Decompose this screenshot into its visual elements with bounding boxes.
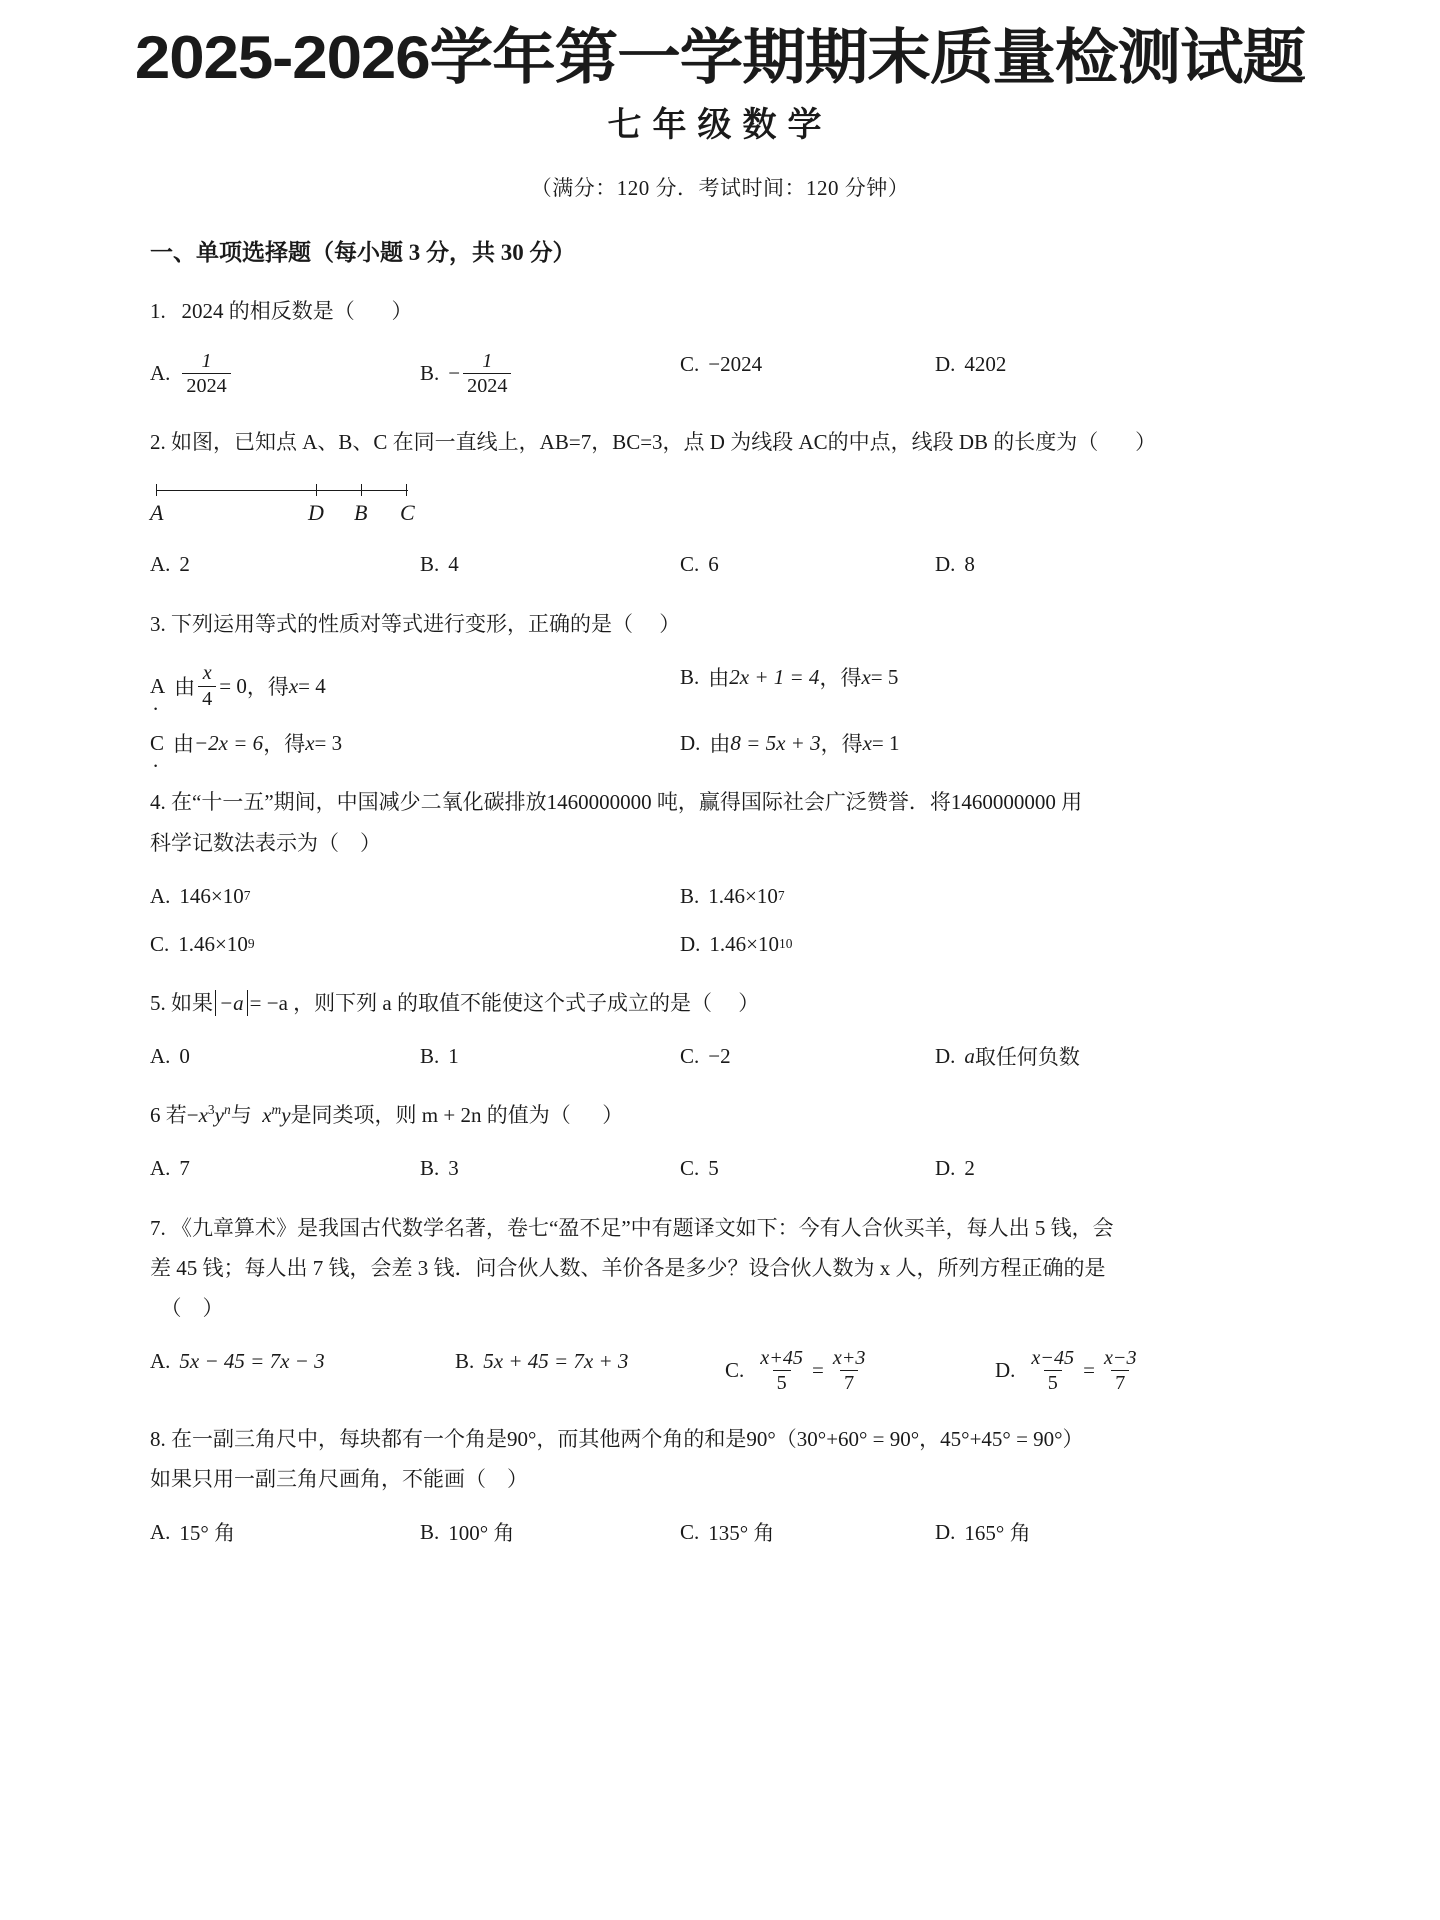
question-7 (150, 1208, 1300, 1329)
page-title: 2025-2026学年第一学期期末质量检测试题 (134, 24, 1306, 91)
option-3-a-denominator: 4 (198, 686, 216, 711)
tick-a (156, 484, 157, 496)
question-2-stem (150, 422, 1300, 462)
option-7-d-label: D. (995, 1358, 1016, 1383)
question-6 (150, 1095, 1300, 1135)
point-label-a: A (150, 499, 164, 525)
option-4-a[interactable]: A. 146×10 7 (150, 883, 251, 908)
question-3-close: ） (659, 611, 681, 636)
option-1-c-value: −2024 (708, 352, 763, 376)
option-3-b-expr: 2x + 1 = 4 (729, 664, 820, 689)
question-3-number: 3. (150, 611, 166, 636)
option-3-a-tail-val: = 4 (298, 673, 326, 698)
option-7-d-right-denominator: 7 (1111, 1370, 1129, 1395)
option-6-c-value: 5 (708, 1156, 719, 1181)
segment-axis (156, 490, 408, 491)
option-7-a[interactable] (150, 1347, 455, 1377)
option-7-c[interactable] (725, 1347, 995, 1395)
absolute-value-bars: −a (215, 990, 248, 1016)
option-5-c-label: C. (680, 1043, 700, 1068)
question-2-close: ） (1135, 429, 1157, 454)
question-8 (150, 1419, 1300, 1500)
option-8-d-label: D. (935, 1519, 956, 1544)
option-3-b-comma: ， (819, 666, 841, 691)
option-4-b-mantissa: 1.46×10 (708, 883, 778, 908)
option-3-a-mid: = 0 (219, 673, 247, 698)
question-8-close: ） (507, 1467, 528, 1491)
option-1-b-numerator: 1 (482, 349, 493, 372)
question-5-stem (150, 983, 1300, 1023)
question-3-text: 下列运用等式的性质对等式进行变形，正确的是（ (171, 611, 633, 636)
question-7-open: （ (160, 1296, 182, 1321)
question-6-close: ） (602, 1103, 624, 1128)
option-8-c-value: 135° 角 (708, 1521, 775, 1546)
option-3-b-tail-pre: 得 (840, 666, 862, 691)
question-6-term-1: $-x^3y^n$ (186, 1102, 231, 1128)
option-3-d[interactable] (680, 728, 1200, 758)
option-4-d-mantissa: 1.46×10 (709, 931, 780, 956)
question-5-text-b: = −a ，则下列 a 的取值不能使这个式子成立的是（ (249, 991, 712, 1015)
option-3-b[interactable] (680, 662, 1200, 692)
option-4-a-mantissa: 146×10 (179, 883, 244, 908)
option-7-d-left-fraction (1027, 1347, 1078, 1395)
option-6-a-value: 7 (179, 1156, 190, 1181)
option-6-c-label: C. (680, 1156, 700, 1181)
option-4-d-label: D. (680, 931, 701, 956)
equals-sign: = (811, 1358, 824, 1383)
option-1-a[interactable] (150, 350, 420, 398)
option-8-b-value: 100° 角 (448, 1521, 515, 1546)
question-8-stem (150, 1419, 1300, 1459)
option-3-c-tail-pre: 得 (284, 732, 306, 757)
question-6-text-c: 是同类项，则 m + 2n 的值为（ (290, 1103, 571, 1128)
question-4-stem-line2 (150, 823, 1300, 863)
question-6-term-2: $x^my$ (262, 1102, 291, 1128)
option-2-a-value: 2 (179, 552, 190, 577)
question-8-stem-line2 (150, 1459, 1300, 1499)
option-3-c[interactable] (150, 728, 680, 758)
option-4-b[interactable]: B. 1.46×10 7 (680, 883, 785, 908)
option-5-d-var: a (964, 1043, 975, 1068)
option-7-a-expr: 5x − 45 = 7x − 3 (179, 1349, 325, 1374)
option-3-c-lead: 由 (173, 732, 195, 757)
option-3-d-tail-val: = 1 (871, 730, 900, 755)
option-1-c-label: C. (680, 352, 700, 376)
option-3-a-fraction (198, 662, 216, 710)
question-1-stem (150, 291, 1300, 331)
option-7-c-right-denominator: 7 (840, 1370, 858, 1395)
option-6-d[interactable] (935, 1154, 1195, 1184)
option-2-a[interactable] (150, 550, 420, 580)
question-4-number: 4. (150, 790, 166, 815)
option-2-b[interactable] (420, 550, 680, 580)
option-2-c-value: 6 (708, 552, 719, 577)
option-1-a-numerator: 1 (201, 349, 212, 372)
exam-meta: （满分：120 分．考试时间：120 分钟） (530, 176, 910, 201)
option-8-c-label: C. (680, 1519, 700, 1544)
option-7-d-left-denominator: 5 (1044, 1370, 1062, 1395)
option-3-d-expr: 8 = 5x + 3 (730, 730, 821, 755)
option-3-d-lead: 由 (709, 732, 731, 757)
option-7-d-right-numerator: x−3 (1103, 1346, 1137, 1369)
option-7-c-right-numerator: x+3 (832, 1346, 866, 1369)
question-5-options (150, 1041, 1300, 1071)
option-2-d-value: 8 (964, 552, 975, 577)
option-4-c[interactable]: C. 1.46×10 9 (150, 931, 255, 956)
option-8-c[interactable] (680, 1517, 935, 1547)
option-5-d[interactable] (935, 1041, 1195, 1071)
option-5-b-label: B. (420, 1043, 440, 1068)
question-1-close: ） (391, 299, 413, 324)
tick-c (406, 484, 407, 496)
option-1-d-value: 4202 (964, 352, 1007, 376)
question-7-text: 《九章算术》是我国古代数学名著，卷七“盈不足”中有题译文如下：今有人合伙买羊，每人出 5 钱，会 (171, 1215, 1114, 1240)
option-1-a-label: A. (150, 361, 171, 386)
option-1-c[interactable] (680, 350, 935, 380)
option-1-b-value (463, 350, 511, 398)
question-2 (150, 422, 1300, 462)
option-3-c-tail-var: x (305, 730, 315, 755)
question-6-stem (150, 1095, 1300, 1135)
option-1-d[interactable] (935, 350, 1195, 380)
option-8-a-value: 15° 角 (179, 1521, 236, 1546)
question-8-text2: 如果只用一副三角尺画角，不能画（ (150, 1467, 486, 1491)
option-5-d-value: 取任何负数 (974, 1045, 1080, 1070)
option-3-c-tail-val: = 3 (314, 730, 343, 755)
question-7-number: 7. (150, 1215, 166, 1240)
question-5-text-a: 如果 (171, 991, 213, 1015)
question-8-options (150, 1517, 1300, 1547)
option-7-b-label: B. (455, 1349, 475, 1374)
option-6-b[interactable] (420, 1154, 680, 1184)
option-8-a[interactable] (150, 1517, 420, 1547)
question-6-options (150, 1154, 1300, 1184)
question-6-text-a: 若 (165, 1103, 187, 1128)
option-3-a-label: A . (150, 674, 165, 699)
option-6-d-label: D. (935, 1156, 956, 1181)
option-2-d-label: D. (935, 552, 956, 577)
question-6-text-b: 与 (230, 1103, 252, 1128)
option-3-a-numerator: x (202, 662, 212, 685)
option-7-d[interactable] (995, 1347, 1255, 1395)
option-6-d-value: 2 (964, 1156, 975, 1181)
option-8-d-value: 165° 角 (964, 1521, 1031, 1546)
option-7-c-left-denominator: 5 (773, 1370, 791, 1395)
option-3-c-expr: −2x = 6 (194, 730, 264, 755)
option-4-a-label: A. (150, 883, 171, 908)
question-5 (150, 983, 1300, 1023)
option-6-a[interactable] (150, 1154, 420, 1184)
option-3-a-comma: ， (246, 675, 268, 700)
segment-diagram (150, 476, 426, 532)
option-1-a-value (182, 350, 230, 398)
question-8-text: 在一副三角尺中，每块都有一个角是90°，而其他两个角的和是90°（30°+60° = 90°，45°+45° = 90°） (171, 1426, 1084, 1451)
point-label-c: C (400, 499, 415, 525)
option-5-c-value: −2 (708, 1043, 731, 1068)
option-7-c-label: C. (725, 1358, 745, 1383)
option-5-a-value: 0 (179, 1043, 190, 1068)
option-5-a-label: A. (150, 1043, 171, 1068)
question-1 (150, 291, 1300, 331)
option-5-c[interactable] (680, 1041, 935, 1071)
option-7-b[interactable] (455, 1347, 725, 1377)
option-7-a-label: A. (150, 1349, 171, 1374)
question-7-stem (150, 1208, 1300, 1248)
option-7-c-right-fraction (829, 1347, 870, 1395)
option-1-d-label: D. (935, 352, 956, 376)
question-8-number: 8. (150, 1426, 166, 1451)
option-3-b-lead: 由 (708, 666, 730, 691)
question-7-stem-line2: 差 45 钱；每人出 7 钱，会差 3 钱．问合伙人数、羊价各是多少？设合伙人数为 x 人，所列方程正确的是 (150, 1255, 1106, 1280)
question-4-text2: 科学记数法表示为（ (150, 830, 339, 855)
option-7-b-expr: 5x + 45 = 7x + 3 (483, 1349, 629, 1374)
exam-page (134, 0, 1306, 1577)
question-2-number: 2. (150, 429, 166, 454)
option-2-c[interactable] (680, 550, 935, 580)
option-3-d-comma: ， (820, 732, 842, 757)
option-8-a-label: A. (150, 1519, 171, 1544)
option-2-d[interactable] (935, 550, 1195, 580)
question-7-options (150, 1347, 1300, 1395)
option-3-b-label: B. (680, 664, 700, 689)
section-heading: 一、单项选择题（每小题 3 分，共 30 分） (150, 240, 576, 266)
question-3-options-row1 (150, 662, 1300, 710)
option-1-b-label: B. (420, 361, 440, 386)
option-5-a[interactable] (150, 1041, 420, 1071)
question-7-stem-line3 (150, 1288, 1300, 1328)
option-7-d-left-numerator: x−45 (1031, 1346, 1075, 1369)
subject-title: 七年级数学 (607, 107, 833, 145)
question-4-text: 在“十一五”期间，中国减少二氧化碳排放1460000000 吨，赢得国际社会广泛赞誉．将1460000000 用 (171, 790, 1083, 815)
option-7-d-right-fraction (1100, 1347, 1141, 1395)
option-5-d-label: D. (935, 1043, 956, 1068)
option-1-b-denominator: 2024 (463, 373, 511, 398)
question-3-stem (150, 604, 1300, 644)
point-label-d: D (308, 499, 324, 525)
option-3-d-tail-var: x (862, 730, 872, 755)
option-4-c-mantissa: 1.46×10 (178, 931, 248, 956)
question-1-options (150, 350, 1300, 398)
question-5-close: ） (738, 991, 760, 1015)
question-2-options (150, 550, 1300, 580)
option-2-b-value: 4 (448, 552, 459, 577)
option-6-b-value: 3 (448, 1156, 459, 1181)
option-3-c-comma: ， (263, 732, 285, 757)
question-4-options-row2 (150, 929, 1300, 959)
option-8-d[interactable] (935, 1517, 1195, 1547)
option-2-a-label: A. (150, 552, 171, 577)
question-4-stem (150, 782, 1300, 822)
tick-b (361, 484, 362, 496)
option-6-c[interactable] (680, 1154, 935, 1184)
question-3 (150, 604, 1300, 644)
question-4 (150, 782, 1300, 863)
option-6-b-label: B. (420, 1156, 440, 1181)
option-5-b[interactable] (420, 1041, 680, 1071)
tick-d (316, 484, 317, 496)
point-label-b: B (354, 499, 368, 525)
option-4-d[interactable]: D. 1.46×10 10 (680, 931, 793, 956)
option-8-b-label: B. (420, 1519, 440, 1544)
option-3-d-tail-pre: 得 (841, 732, 863, 757)
option-4-b-label: B. (680, 883, 700, 908)
equals-sign-2: = (1083, 1358, 1095, 1383)
option-3-a-tail-var: x (288, 673, 299, 698)
question-4-options-row1 (150, 881, 1300, 911)
option-3-b-tail-var: x (861, 664, 871, 689)
option-5-b-value: 1 (448, 1043, 459, 1068)
option-8-b[interactable] (420, 1517, 680, 1547)
option-3-b-tail-val: = 5 (870, 664, 899, 689)
option-7-c-left-fraction (756, 1347, 807, 1395)
option-3-c-label: C . (150, 731, 164, 756)
question-1-text: 2024 的相反数是（ (181, 299, 355, 324)
option-1-a-denominator: 2024 (182, 373, 230, 398)
question-5-number: 5. (150, 991, 166, 1015)
question-3-options-row2 (150, 728, 1300, 758)
question-1-number: 1. (150, 299, 166, 324)
option-3-a[interactable] (150, 662, 680, 710)
option-1-b[interactable] (420, 350, 680, 398)
option-7-c-left-numerator: x+45 (760, 1346, 803, 1369)
option-2-b-label: B. (420, 552, 440, 577)
option-4-c-label: C. (150, 931, 170, 956)
question-7-close: ） (202, 1296, 224, 1321)
option-3-a-lead: 由 (174, 675, 196, 700)
option-1-b-sign: − (448, 361, 461, 386)
option-3-d-label: D. (680, 730, 701, 755)
option-3-a-tail-pre: 得 (267, 675, 289, 700)
option-2-c-label: C. (680, 552, 700, 577)
option-6-a-label: A. (150, 1156, 171, 1181)
question-2-text: 如图，已知点 A、B、C 在同一直线上，AB=7，BC=3，点 D 为线段 AC的中点，线段 DB 的长度为（ (171, 429, 1099, 454)
question-4-close: ） (360, 830, 381, 855)
question-6-number: 6 (150, 1103, 161, 1128)
